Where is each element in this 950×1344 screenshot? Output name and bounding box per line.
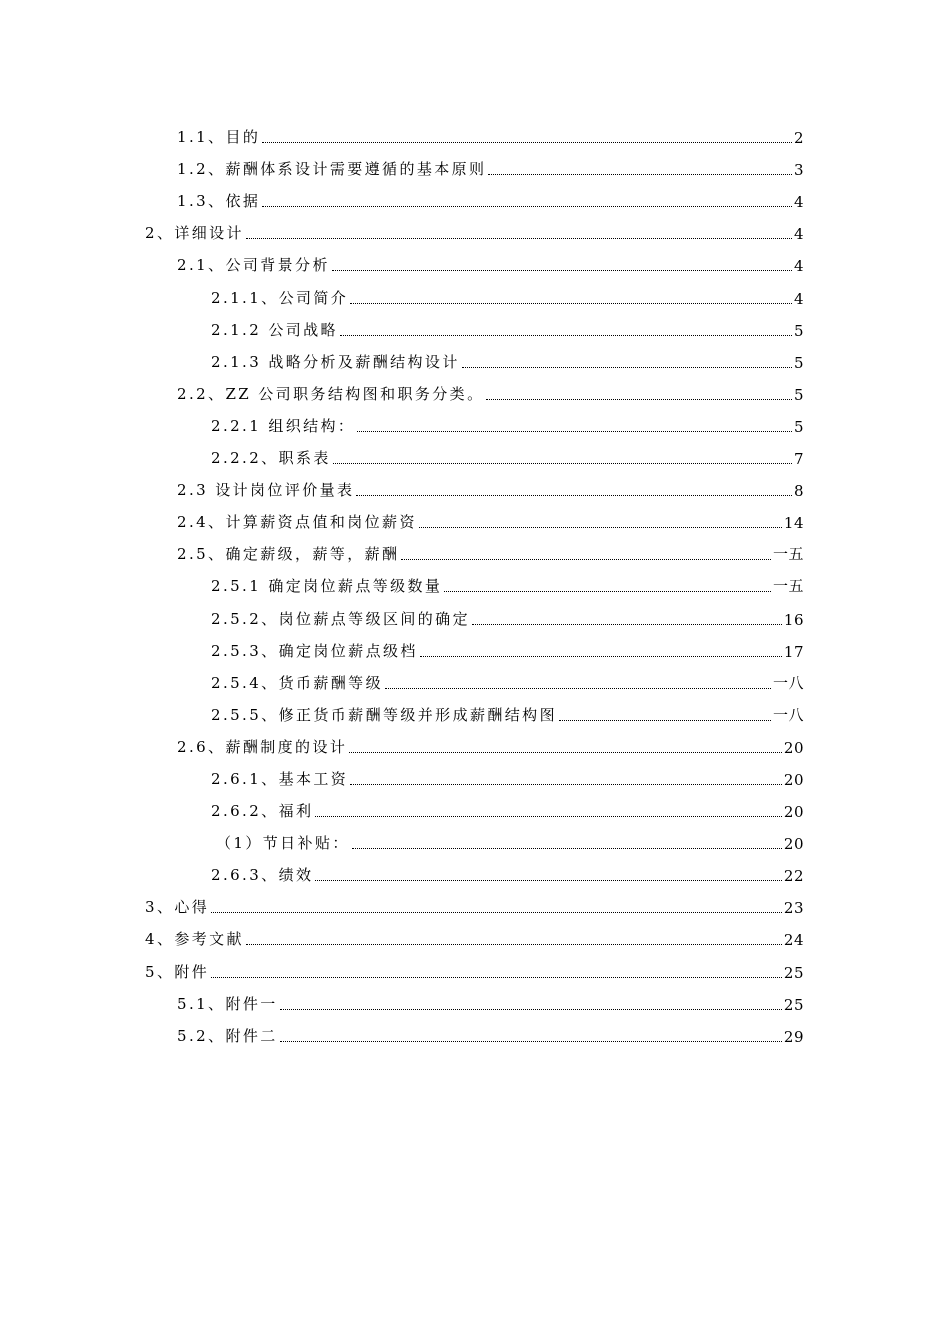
- toc-entry-page-number: 一八: [772, 673, 804, 692]
- toc-dot-leader: [333, 463, 792, 464]
- toc-entry-title: 1.2、薪酬体系设计需要遵循的基本原则: [177, 160, 487, 179]
- toc-entry[interactable]: [0, 635, 950, 667]
- toc-dot-leader: [246, 944, 782, 945]
- toc-entry-title: 2.6.2、福利: [211, 802, 314, 821]
- toc-dot-leader: [211, 912, 782, 913]
- toc-entry-title: 2.2.1 组织结构：: [211, 416, 356, 435]
- table-of-contents: [0, 121, 950, 1052]
- toc-entry-page-number: 25: [783, 963, 804, 982]
- toc-dot-leader: [419, 527, 782, 528]
- toc-dot-leader: [350, 303, 792, 304]
- toc-entry[interactable]: [0, 763, 950, 795]
- toc-entry[interactable]: [0, 474, 950, 506]
- toc-entry[interactable]: [0, 1020, 950, 1052]
- toc-entry-title: 2.1.3 战略分析及薪酬结构设计: [211, 352, 460, 371]
- toc-entry-title: 2.4、计算薪资点值和岗位薪资: [177, 513, 417, 532]
- toc-entry-page-number: 7: [793, 450, 804, 469]
- toc-entry-page-number: 23: [783, 899, 804, 918]
- toc-entry-page-number: 4: [793, 225, 804, 244]
- toc-entry-title: 2.1.2 公司战略: [211, 320, 338, 339]
- toc-entry[interactable]: [0, 538, 950, 570]
- toc-entry[interactable]: [0, 314, 950, 346]
- toc-dot-leader: [462, 367, 792, 368]
- toc-entry-title: 2.6、薪酬制度的设计: [177, 737, 348, 756]
- toc-entry-title: 2.6.3、绩效: [211, 866, 314, 885]
- toc-dot-leader: [420, 656, 782, 657]
- toc-entry-title: 3、心得: [145, 898, 210, 917]
- toc-entry[interactable]: [0, 955, 950, 987]
- toc-entry[interactable]: [0, 506, 950, 538]
- toc-dot-leader: [349, 752, 782, 753]
- toc-dot-leader: [262, 206, 792, 207]
- toc-entry[interactable]: [0, 667, 950, 699]
- toc-entry-title: 2.5.3、确定岗位薪点级档: [211, 641, 418, 660]
- toc-dot-leader: [262, 142, 792, 143]
- toc-entry[interactable]: [0, 442, 950, 474]
- toc-entry-page-number: 一八: [772, 705, 804, 724]
- toc-entry-title: 5、附件: [145, 962, 210, 981]
- toc-entry-page-number: 20: [783, 738, 804, 757]
- toc-entry[interactable]: [0, 891, 950, 923]
- toc-dot-leader: [352, 848, 782, 849]
- toc-entry-title: 2.5、确定薪级，薪等，薪酬: [177, 545, 400, 564]
- toc-entry-page-number: 25: [783, 995, 804, 1014]
- toc-dot-leader: [211, 977, 782, 978]
- toc-entry-page-number: 14: [783, 514, 804, 533]
- toc-dot-leader: [444, 591, 771, 592]
- toc-entry-title: 2.2.2、职系表: [211, 449, 331, 468]
- toc-entry[interactable]: [0, 570, 950, 602]
- toc-entry[interactable]: [0, 827, 950, 859]
- toc-entry[interactable]: [0, 923, 950, 955]
- toc-entry-page-number: 4: [793, 193, 804, 212]
- toc-dot-leader: [315, 816, 782, 817]
- toc-entry[interactable]: [0, 281, 950, 313]
- toc-entry-page-number: 2: [793, 129, 804, 148]
- toc-entry-title: 2.3 设计岗位评价量表: [177, 481, 355, 500]
- toc-entry[interactable]: [0, 249, 950, 281]
- toc-entry-page-number: 8: [793, 482, 804, 501]
- toc-entry[interactable]: [0, 153, 950, 185]
- toc-entry[interactable]: [0, 217, 950, 249]
- toc-dot-leader: [280, 1041, 782, 1042]
- toc-entry-page-number: 16: [783, 610, 804, 629]
- toc-dot-leader: [332, 270, 792, 271]
- toc-entry[interactable]: [0, 121, 950, 153]
- toc-entry-title: （1）节日补贴：: [216, 834, 350, 853]
- toc-entry-page-number: 5: [793, 353, 804, 372]
- toc-entry-page-number: 5: [793, 417, 804, 436]
- toc-dot-leader: [385, 688, 771, 689]
- toc-entry-page-number: 3: [793, 161, 804, 180]
- toc-entry-page-number: 22: [783, 867, 804, 886]
- toc-entry-title: 5.2、附件二: [177, 1026, 278, 1045]
- toc-entry-title: 2.5.5、修正货币薪酬等级并形成薪酬结构图: [211, 705, 557, 724]
- toc-entry[interactable]: [0, 859, 950, 891]
- toc-dot-leader: [401, 559, 771, 560]
- toc-entry[interactable]: [0, 185, 950, 217]
- toc-entry-page-number: 20: [783, 803, 804, 822]
- toc-entry[interactable]: [0, 731, 950, 763]
- toc-dot-leader: [472, 624, 782, 625]
- toc-entry[interactable]: [0, 988, 950, 1020]
- toc-dot-leader: [280, 1009, 782, 1010]
- toc-dot-leader: [356, 495, 792, 496]
- toc-entry-title: 2.5.2、岗位薪点等级区间的确定: [211, 609, 470, 628]
- toc-entry-page-number: 24: [783, 931, 804, 950]
- toc-entry-title: 2.2、ZZ 公司职务结构图和职务分类。: [177, 384, 485, 403]
- toc-entry-title: 2、详细设计: [145, 224, 244, 243]
- toc-dot-leader: [315, 880, 782, 881]
- toc-entry-title: 1.3、依据: [177, 192, 261, 211]
- toc-entry-page-number: 29: [783, 1027, 804, 1046]
- toc-dot-leader: [357, 431, 792, 432]
- toc-entry[interactable]: [0, 795, 950, 827]
- toc-dot-leader: [246, 238, 792, 239]
- toc-entry[interactable]: [0, 699, 950, 731]
- toc-entry-title: 4、参考文献: [145, 930, 244, 949]
- toc-entry-page-number: 5: [793, 385, 804, 404]
- toc-entry-title: 2.1.1、公司简介: [211, 288, 349, 307]
- toc-entry-page-number: 4: [793, 257, 804, 276]
- toc-entry-title: 2.5.4、货币薪酬等级: [211, 673, 383, 692]
- toc-entry-page-number: 一五: [772, 577, 804, 596]
- toc-dot-leader: [488, 174, 791, 175]
- toc-entry[interactable]: [0, 378, 950, 410]
- toc-dot-leader: [559, 720, 771, 721]
- toc-entry[interactable]: [0, 410, 950, 442]
- toc-entry-page-number: 5: [793, 321, 804, 340]
- toc-dot-leader: [340, 335, 792, 336]
- toc-entry-title: 2.6.1、基本工资: [211, 769, 349, 788]
- toc-entry-title: 1.1、目的: [177, 128, 261, 147]
- toc-entry-page-number: 20: [783, 835, 804, 854]
- toc-entry-title: 5.1、附件一: [177, 994, 278, 1013]
- toc-entry[interactable]: [0, 602, 950, 634]
- toc-entry-page-number: 4: [793, 289, 804, 308]
- toc-entry-page-number: 17: [783, 642, 804, 661]
- toc-entry[interactable]: [0, 346, 950, 378]
- toc-entry-page-number: 20: [783, 770, 804, 789]
- toc-entry-page-number: 一五: [772, 545, 804, 564]
- toc-entry-title: 2.5.1 确定岗位薪点等级数量: [211, 577, 443, 596]
- toc-dot-leader: [486, 399, 791, 400]
- toc-dot-leader: [350, 784, 782, 785]
- toc-entry-title: 2.1、公司背景分析: [177, 256, 330, 275]
